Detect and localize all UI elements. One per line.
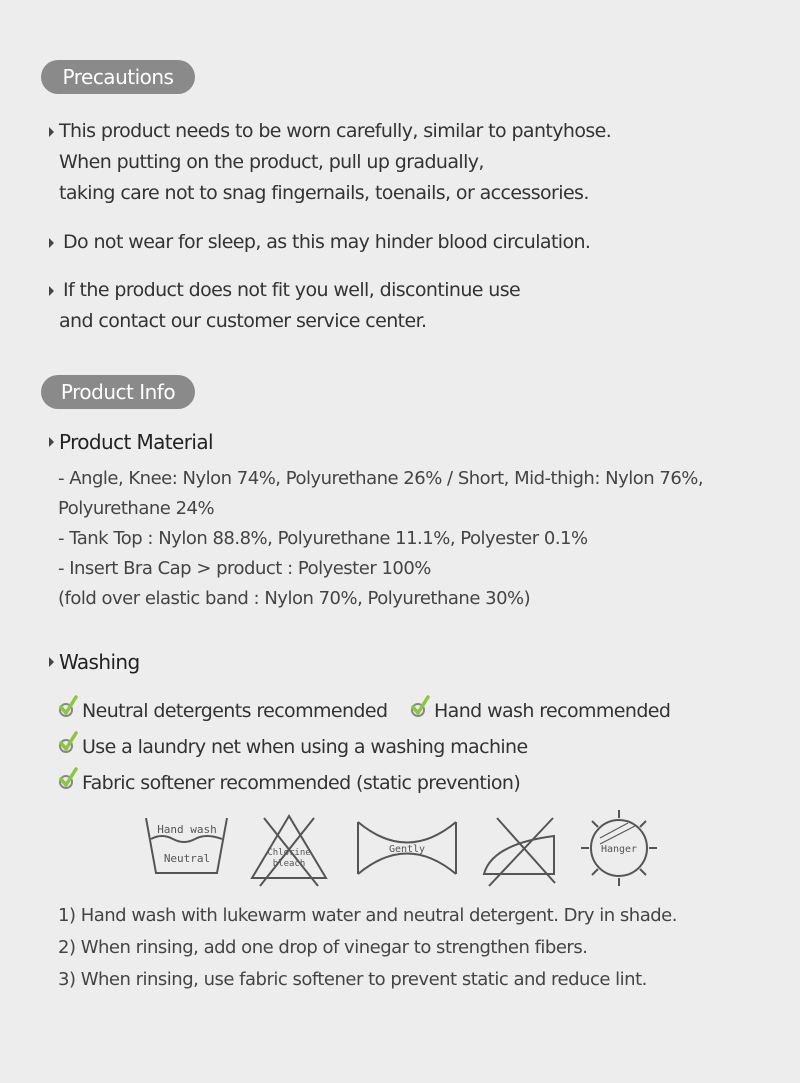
neutral-label: Neutral — [163, 852, 211, 865]
material-list — [58, 464, 703, 614]
washing-title — [49, 650, 140, 674]
washing-notes — [58, 900, 677, 996]
washing-label: Washing — [59, 650, 140, 674]
check-item-laundry-net — [58, 736, 528, 758]
hanger-label: Hanger — [600, 844, 638, 855]
check-label: Hand wash recommended — [434, 700, 671, 722]
precaution-item-3 — [49, 275, 520, 337]
checkmark-icon — [410, 694, 430, 720]
washing-note: 3) When rinsing, use fabric softener to prevent static and reduce lint. — [58, 969, 647, 990]
precaution-line: When putting on the product, pull up gradually, — [59, 151, 484, 173]
product-material-title — [49, 430, 213, 454]
precaution-line: and contact our customer service center. — [59, 310, 427, 332]
check-item-fabric-softener — [58, 772, 520, 794]
checkmark-icon — [58, 730, 78, 756]
bullet-triangle-icon — [49, 286, 54, 296]
material-line: - Angle, Knee: Nylon 74%, Polyurethane 26% / Short, Mid-thigh: Nylon 76%, — [58, 468, 704, 489]
check-item-neutral-detergent — [58, 700, 387, 722]
washing-note: 2) When rinsing, add one drop of vinegar to strengthen fibers. — [58, 937, 588, 958]
precautions-heading: Precautions — [41, 60, 195, 94]
precaution-item-2 — [49, 227, 590, 258]
check-item-hand-wash — [410, 700, 670, 722]
bullet-triangle-icon — [49, 657, 54, 667]
precaution-line: taking care not to snag fingernails, toenails, or accessories. — [59, 182, 589, 204]
checkmark-icon — [58, 766, 78, 792]
gently-label: Gently — [388, 844, 426, 855]
care-symbols — [0, 808, 800, 898]
bullet-triangle-icon — [49, 238, 54, 248]
check-label: Fabric softener recommended (static prevention) — [82, 772, 521, 794]
checkmark-icon — [58, 694, 78, 720]
product-material-label: Product Material — [59, 430, 213, 454]
precaution-line: This product needs to be worn carefully, similar to pantyhose. — [59, 120, 612, 142]
precaution-item-1 — [49, 116, 611, 209]
material-line: - Tank Top : Nylon 88.8%, Polyurethane 11.1%, Polyester 0.1% — [58, 528, 588, 549]
bullet-triangle-icon — [49, 127, 54, 137]
no-ironing-icon — [484, 818, 555, 886]
product-info-heading: Product Info — [41, 375, 195, 409]
material-line: (fold over elastic band : Nylon 70%, Polyurethane 30%) — [58, 588, 531, 609]
chlorine-label: Chlorine — [267, 848, 311, 858]
check-label: Use a laundry net when using a washing machine — [82, 736, 528, 758]
precaution-line: If the product does not fit you well, discontinue use — [63, 279, 521, 301]
bleach-label: bleach — [272, 859, 306, 869]
material-line: - Insert Bra Cap > product : Polyester 100% — [58, 558, 431, 579]
washing-note: 1) Hand wash with lukewarm water and neutral detergent. Dry in shade. — [58, 905, 677, 926]
check-label: Neutral detergents recommended — [82, 700, 388, 722]
hand-wash-label: Hand wash — [157, 823, 217, 836]
precaution-line: Do not wear for sleep, as this may hinder blood circulation. — [63, 231, 591, 253]
material-line: Polyurethane 24% — [58, 498, 215, 519]
bullet-triangle-icon — [49, 437, 54, 447]
